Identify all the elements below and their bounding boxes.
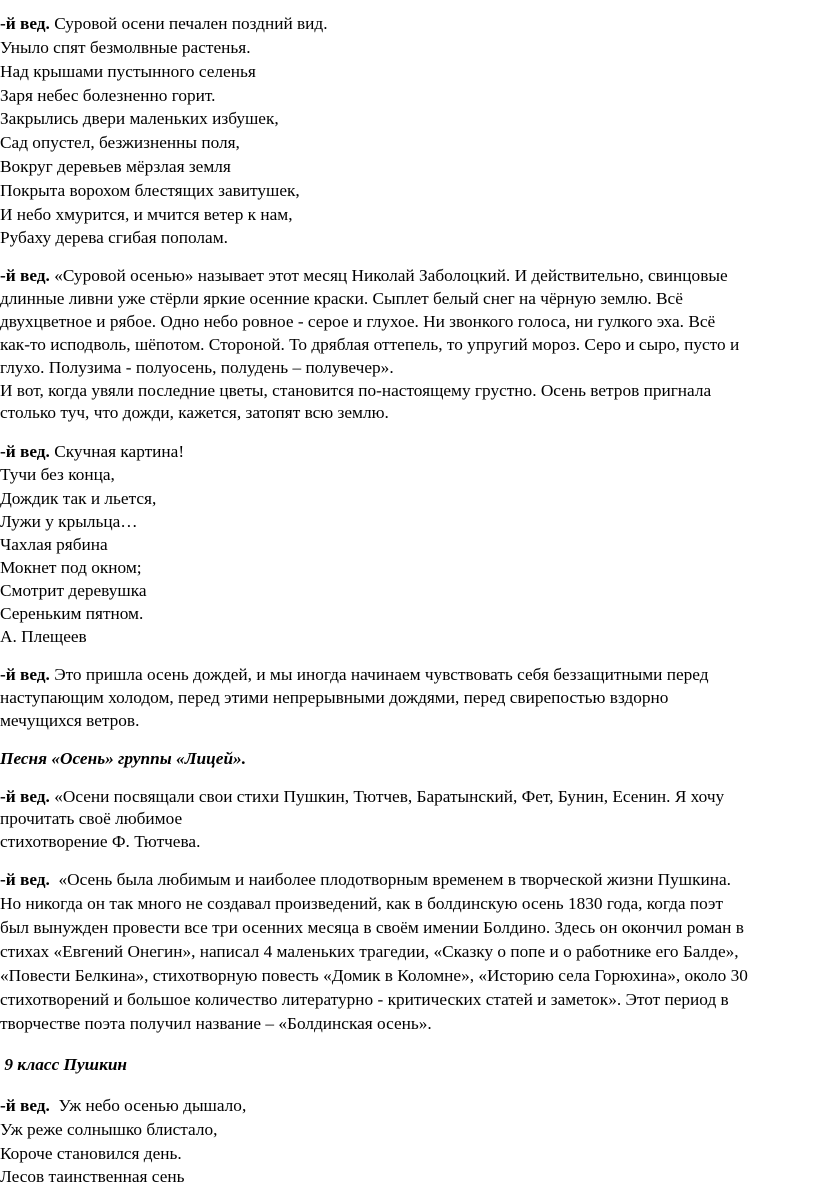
text-line: Вокруг деревьев мёрзлая земля — [0, 157, 231, 176]
text-line: стихах «Евгений Онегин», написал 4 маленьких трагедии, «Сказку о попе и о работнике его Балде», — [0, 942, 739, 961]
text-line: столько туч, что дожди, кажется, затопят всю землю. — [0, 403, 389, 422]
text-line: -й вед. Суровой осени печален поздний вид. — [0, 14, 328, 33]
speaker-label: -й вед. — [0, 266, 50, 285]
text-line: Рубаху дерева сгибая пополам. — [0, 228, 228, 247]
speaker-label: -й вед. — [0, 442, 50, 461]
text-line: Лесов таинственная сень — [0, 1167, 185, 1186]
speaker-label: -й вед. — [0, 1096, 50, 1115]
text-line: наступающим холодом, перед этими непрерывными дождями, перед свирепостью вздорно — [0, 688, 669, 707]
text-line: Заря небес болезненно горит. — [0, 86, 216, 105]
text-line: Чахлая рябина — [0, 535, 108, 554]
text-line: стихотворений и большое количество литературно - критических статей и заметок». Этот период в — [0, 990, 729, 1009]
text-line: Уж реже солнышко блистало, — [0, 1120, 218, 1139]
text-line: И небо хмурится, и мчится ветер к нам, — [0, 205, 293, 224]
text-line: мечущихся ветров. — [0, 711, 140, 730]
text-line: Над крышами пустынного селенья — [0, 62, 256, 81]
text-line: Дождик так и льется, — [0, 489, 157, 508]
text-line: Тучи без конца, — [0, 465, 115, 484]
text-line: длинные ливни уже стёрли яркие осенние краски. Сыплет белый снег на чёрную землю. Всё — [0, 289, 683, 308]
text-line: -й вед. Это пришла осень дождей, и мы иногда начинаем чувствовать себя беззащитными перед — [0, 665, 709, 684]
text-line: -й вед. Уж небо осенью дышало, — [0, 1096, 247, 1115]
text-line: -й вед. «Осени посвящали свои стихи Пушкин, Тютчев, Баратынский, Фет, Бунин, Есенин. Я хочу — [0, 787, 725, 806]
text-line: А. Плещеев — [0, 627, 87, 646]
text-line: -й вед. Скучная картина! — [0, 442, 185, 461]
speaker-label: -й вед. — [0, 870, 50, 889]
text-line: был вынужден провести все три осенних месяца в своём имении Болдино. Здесь он окончил роман в — [0, 918, 744, 937]
text-line: И вот, когда увяли последние цветы, становится по-настоящему грустно. Осень ветров пригнала — [0, 381, 712, 400]
text-line: Сереньким пятном. — [0, 604, 144, 623]
text-line: Сад опустел, безжизненны поля, — [0, 133, 240, 152]
text-line: «Повести Белкина», стихотворную повесть «Домик в Коломне», «Историю села Горюхина», около 30 — [0, 966, 748, 985]
text-line: Мокнет под окном; — [0, 558, 142, 577]
text-line: Лужи у крыльца… — [0, 512, 138, 531]
text-line: -й вед. «Осень была любимым и наиболее плодотворным временем в творческой жизни Пушкина. — [0, 870, 731, 889]
text-line: глухо. Полузима - полуосень, полудень – полувечер». — [0, 358, 394, 377]
speaker-label: -й вед. — [0, 787, 50, 806]
class-heading: 9 класс Пушкин — [0, 1055, 128, 1074]
text-line: Короче становился день. — [0, 1144, 182, 1163]
text-line: Но никогда он так много не создавал произведений, как в болдинскую осень 1830 года, когда поэт — [0, 894, 723, 913]
text-line: стихотворение Ф. Тютчева. — [0, 832, 201, 851]
text-line: двухцветное и рябое. Одно небо ровное - серое и глухое. Ни звонкого голоса, ни гулкого эха. Всё — [0, 312, 716, 331]
speaker-label: -й вед. — [0, 665, 50, 684]
text-line: творчестве поэта получил название – «Болдинская осень». — [0, 1014, 432, 1033]
text-line: Покрыта ворохом блестящих завитушек, — [0, 181, 300, 200]
text-line: Закрылись двери маленьких избушек, — [0, 109, 279, 128]
song-heading: Песня «Осень» группы «Лицей». — [0, 749, 247, 768]
text-line: Уныло спят безмолвные растенья. — [0, 38, 251, 57]
text-line: как-то исподволь, шёпотом. Стороной. То дряблая оттепель, то упругий мороз. Серо и сыро, пусто и — [0, 335, 740, 354]
text-line: прочитать своё любимое — [0, 809, 183, 828]
speaker-label: -й вед. — [0, 14, 50, 33]
text-line: Смотрит деревушка — [0, 581, 147, 600]
text-line: -й вед. «Суровой осенью» называет этот месяц Николай Заболоцкий. И действительно, свинцовые — [0, 266, 728, 285]
